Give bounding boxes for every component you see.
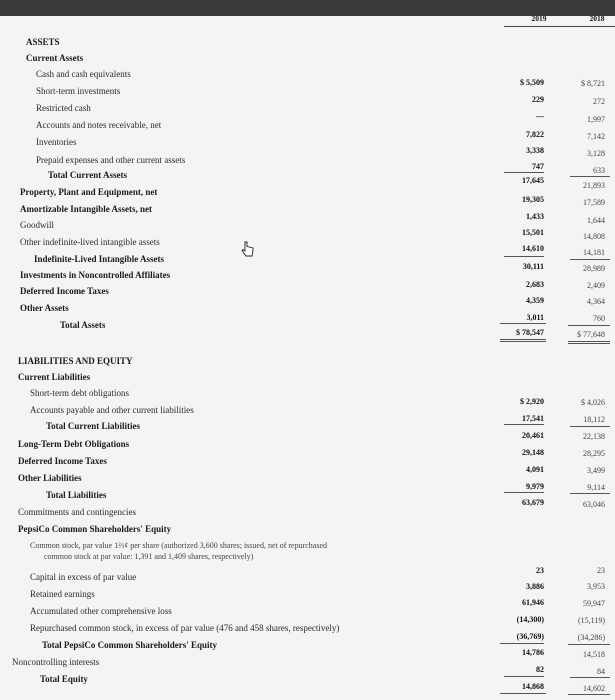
short-term-investments-2018: 272 [593,97,605,106]
restricted-cash-2019: — [536,112,544,121]
total-current-liabilities-2019: 20,461 [522,431,544,440]
common-stock-2019: 23 [536,566,544,575]
receivables-2019: 7,822 [526,130,544,139]
divider [504,256,544,257]
divider [504,172,544,173]
aoci-2019: (14,300) [516,615,544,624]
noncontrolling-label: Noncontrolling interests [12,657,100,667]
inventories-2018: 3,128 [587,149,605,158]
short-term-investments-label: Short-term investments [36,86,121,96]
cash-label: Cash and cash equivalents [36,69,131,79]
indefinite-2018: 28,989 [583,264,605,273]
divider [500,341,546,342]
retained-earnings-2018: 59,947 [583,599,605,608]
common-stock-2018: 23 [597,566,605,575]
capital-2018: 3,953 [587,582,605,591]
other-liabilities-label: Other Liabilities [18,473,82,483]
long-term-debt-2018: 28,295 [583,449,605,458]
divider [568,325,610,326]
total-current-assets-2019: 17,645 [522,176,544,185]
goodwill-label: Goodwill [20,220,55,230]
total-pepsico-equity-2019: 14,786 [522,648,544,657]
other-liabilities-2019: 9,979 [526,482,544,491]
deferred-tax-liabilities-label: Deferred Income Taxes [18,456,107,466]
commitments-label: Commitments and contingencies [18,507,136,517]
retained-earnings-2019: 61,946 [522,598,544,607]
divider [500,693,546,694]
long-term-debt-2019: 29,148 [522,448,544,457]
total-pepsico-equity-2018: 14,518 [583,650,605,659]
divider [570,426,610,427]
other-assets-label: Other Assets [20,303,69,313]
amortizable-label: Amortizable Intangible Assets, net [20,204,152,214]
divider [570,176,610,177]
investments-2019: 2,683 [526,280,544,289]
aoci-2018: (15,119) [577,616,605,625]
retained-earnings-label: Retained earnings [30,589,95,599]
total-pepsico-equity-label: Total PepsiCo Common Shareholders' Equity [42,640,218,650]
indefinite-label: Indefinite-Lived Intangible Assets [34,254,165,264]
other-indefinite-2018: 14,181 [583,248,605,257]
repurchased-2019: (36,769) [516,632,544,641]
short-term-investments-2019: 229 [532,95,544,104]
current-assets-title: Current Assets [26,53,84,63]
ppe-2018: 17,589 [583,198,605,207]
deferred-tax-liabilities-2019: 4,091 [526,465,544,474]
other-indefinite-2019: 14,610 [522,244,544,253]
goodwill-2019: 15,501 [522,228,544,237]
receivables-label: Accounts and notes receivable, net [36,120,162,130]
total-liabilities-2018: 63,046 [583,500,605,509]
accounts-payable-2019: 17,541 [522,414,544,423]
amortizable-2019: 1,433 [526,212,544,221]
deferred-tax-assets-label: Deferred Income Taxes [20,286,109,296]
total-current-liabilities-2018: 22,138 [583,432,605,441]
total-equity-label: Total Equity [40,674,88,684]
inventories-2019: 3,338 [526,146,544,155]
divider [500,323,546,324]
short-term-debt-2018: $ 4,026 [581,398,605,407]
restricted-cash-2018: 1,997 [587,115,605,124]
divider [500,643,544,644]
total-liabilities-2019: 63,679 [522,498,544,507]
liabilities-title: LIABILITIES AND EQUITY [18,356,133,366]
ppe-2019: 19,305 [522,195,544,204]
total-liabilities-label: Total Liabilities [46,490,107,500]
short-term-debt-label: Short-term debt obligations [30,388,129,398]
year-2018-underline [548,26,615,27]
prepaid-2018: 633 [593,166,605,175]
accounts-payable-2018: 18,112 [583,415,605,424]
deferred-tax-assets-2018: 4,364 [587,297,605,306]
total-current-assets-2018: 21,893 [583,181,605,190]
other-liabilities-2018: 9,114 [587,483,605,492]
other-assets-2019: 3,011 [526,313,544,322]
divider [570,493,610,494]
goodwill-2018: 14,808 [583,232,605,241]
restricted-cash-label: Restricted cash [36,103,91,113]
divider [504,676,544,677]
deferred-tax-assets-2019: 4,359 [526,296,544,305]
amortizable-2018: 1,644 [587,216,605,225]
indefinite-2019: 30,111 [522,262,544,271]
common-stock-label: Common stock, par value 1⅔¢ per share (authorized 3,600 shares; issued, net of repurchased [30,541,328,550]
other-indefinite-label: Other indefinite-lived intangible assets [20,237,160,247]
total-assets-label: Total Assets [60,320,106,330]
current-liabilities-title: Current Liabilities [18,372,91,382]
total-current-assets-label: Total Current Assets [48,170,128,180]
total-assets-2018: $ 77,648 [577,330,605,339]
divider [570,677,610,678]
year-2018-header: 2018 [589,14,605,23]
year-2019-header: 2019 [531,14,547,23]
capital-label: Capital in excess of par value [30,572,137,582]
aoci-label: Accumulated other comprehensive loss [30,606,172,616]
other-assets-2018: 760 [593,314,605,323]
investments-label: Investments in Noncontrolled Affiliates [20,270,171,280]
divider [504,492,544,493]
common-stock-label-line2: common stock at par value: 1,391 and 1,409 shares, respectively) [44,552,254,561]
prepaid-2019: 747 [532,162,544,171]
total-equity-2018: 14,602 [583,684,605,693]
prepaid-label: Prepaid expenses and other current assets [36,155,186,165]
total-assets-2019: $ 78,547 [516,328,544,337]
noncontrolling-2018: 84 [597,667,605,676]
total-current-liabilities-label: Total Current Liabilities [46,421,141,431]
ppe-label: Property, Plant and Equipment, net [20,187,158,197]
short-term-debt-2019: $ 2,920 [520,397,544,406]
cash-2019: $ 5,509 [520,78,544,87]
divider [568,694,610,695]
inventories-label: Inventories [36,137,77,147]
investments-2018: 2,409 [587,281,605,290]
cash-2018: $ 8,721 [581,79,605,88]
assets-title: ASSETS [26,37,60,47]
receivables-2018: 7,142 [587,132,605,141]
divider [504,424,544,425]
divider [568,343,610,344]
deferred-tax-liabilities-2018: 3,499 [587,466,605,475]
long-term-debt-label: Long-Term Debt Obligations [18,439,130,449]
accounts-payable-label: Accounts payable and other current liabilities [30,405,194,415]
noncontrolling-2019: 82 [536,665,544,674]
divider [570,259,610,260]
repurchased-label: Repurchased common stock, in excess of par value (476 and 458 shares, respectively) [30,623,340,633]
equity-title: PepsiCo Common Shareholders' Equity [18,524,172,534]
hand-cursor-icon [240,240,256,258]
divider [500,339,546,340]
divider [568,341,610,342]
total-equity-2019: 14,868 [522,682,544,691]
divider [568,644,610,645]
repurchased-2018: (34,286) [577,633,605,642]
capital-2019: 3,886 [526,582,544,591]
